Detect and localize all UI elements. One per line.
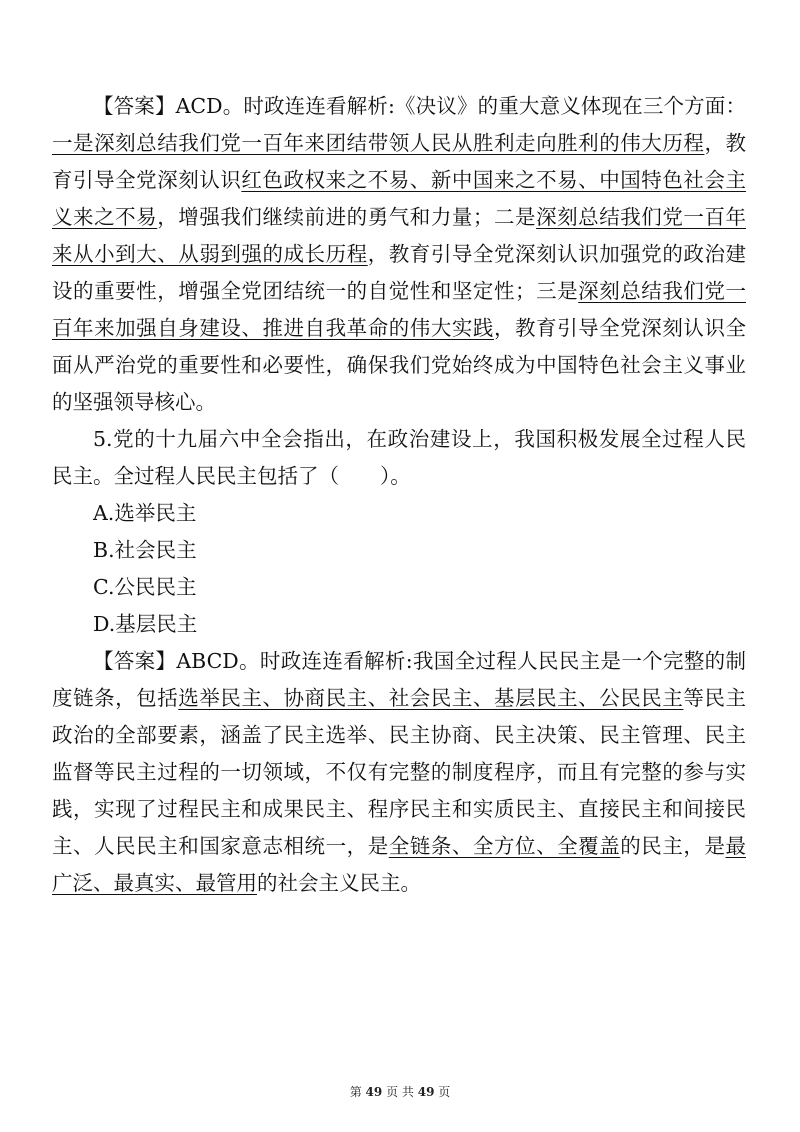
footer-current-page: 49 [365,1085,383,1099]
answer-paragraph-1 [52,88,746,421]
option-d: D.基层民主 [93,612,198,636]
text-run: ，教育引导全党深刻认识 [52,131,746,192]
page-content [52,88,746,902]
underlined-text: 深刻总结我们党一百年来从小到大、从弱到强的成长历程 [52,205,746,266]
footer-total-pages: 49 [417,1085,435,1099]
text-run: 的社会主义民主。 [257,871,421,895]
text-run: ，增强我们继续前进的勇气和力量；二是 [157,205,537,229]
question-5-stem: 5.党的十九届六中全会指出，在政治建设上，我国积极发展全过程人民民主。全过程人民民主包括了（ ）。 [52,427,746,488]
footer-suffix: 页 [438,1085,451,1099]
underlined-text: 最广泛、最真实、最管用 [52,834,746,895]
footer-prefix: 第 [349,1085,362,1099]
underlined-text: 全链条、全方位、全覆盖 [388,834,621,858]
text-run: 【答案】ACD。时政连连看解析:《决议》的重大意义体现在三个方面： [93,94,746,118]
underlined-text: 选举民主、协商民主、社会民主、基层民主、公民民主 [178,686,684,710]
option-a: A.选举民主 [93,501,197,525]
text-run: ，教育引导全党深刻认识全面从严治党的重要性和必要性，确保我们党始终成为中国特色社会主义事业的坚强领导核心。 [52,316,746,414]
option-c: C.公民民主 [93,575,197,599]
option-b: B.社会民主 [93,538,197,562]
page-footer [0,1083,800,1100]
text-run: 等民主政治的全部要素，涵盖了民主选举、民主协商、民主决策、民主管理、民主监督等民主过程的一切领域，不仅有完整的制度程序，而且有完整的参与实践，实现了过程民主和成果民主、程序民主和实质民主、直接民主和间接民主、人民民主和国家意志相统一，是 [52,686,746,858]
footer-middle: 页 共 [386,1085,414,1099]
underlined-text: 红色政权来之不易、新中国来之不易、中国特色社会主义来之不易 [52,168,746,229]
text-run: ，教育引导全党深刻认识加强党的政治建设的重要性，增强全党团结统一的自觉性和坚定性；三是 [52,242,746,303]
answer-paragraph-2 [52,643,746,902]
underlined-text: 深刻总结我们党一百年来加强自身建设、推进自我革命的伟大实践 [52,279,746,340]
underlined-text: 一是深刻总结我们党一百年来团结带领人民从胜利走向胜利的伟大历程 [52,131,705,155]
text-run: 的民主，是 [620,834,726,858]
text-run: 【答案】ABCD。时政连连看解析:我国全过程人民民主是一个完整的制度链条，包括 [52,649,746,710]
